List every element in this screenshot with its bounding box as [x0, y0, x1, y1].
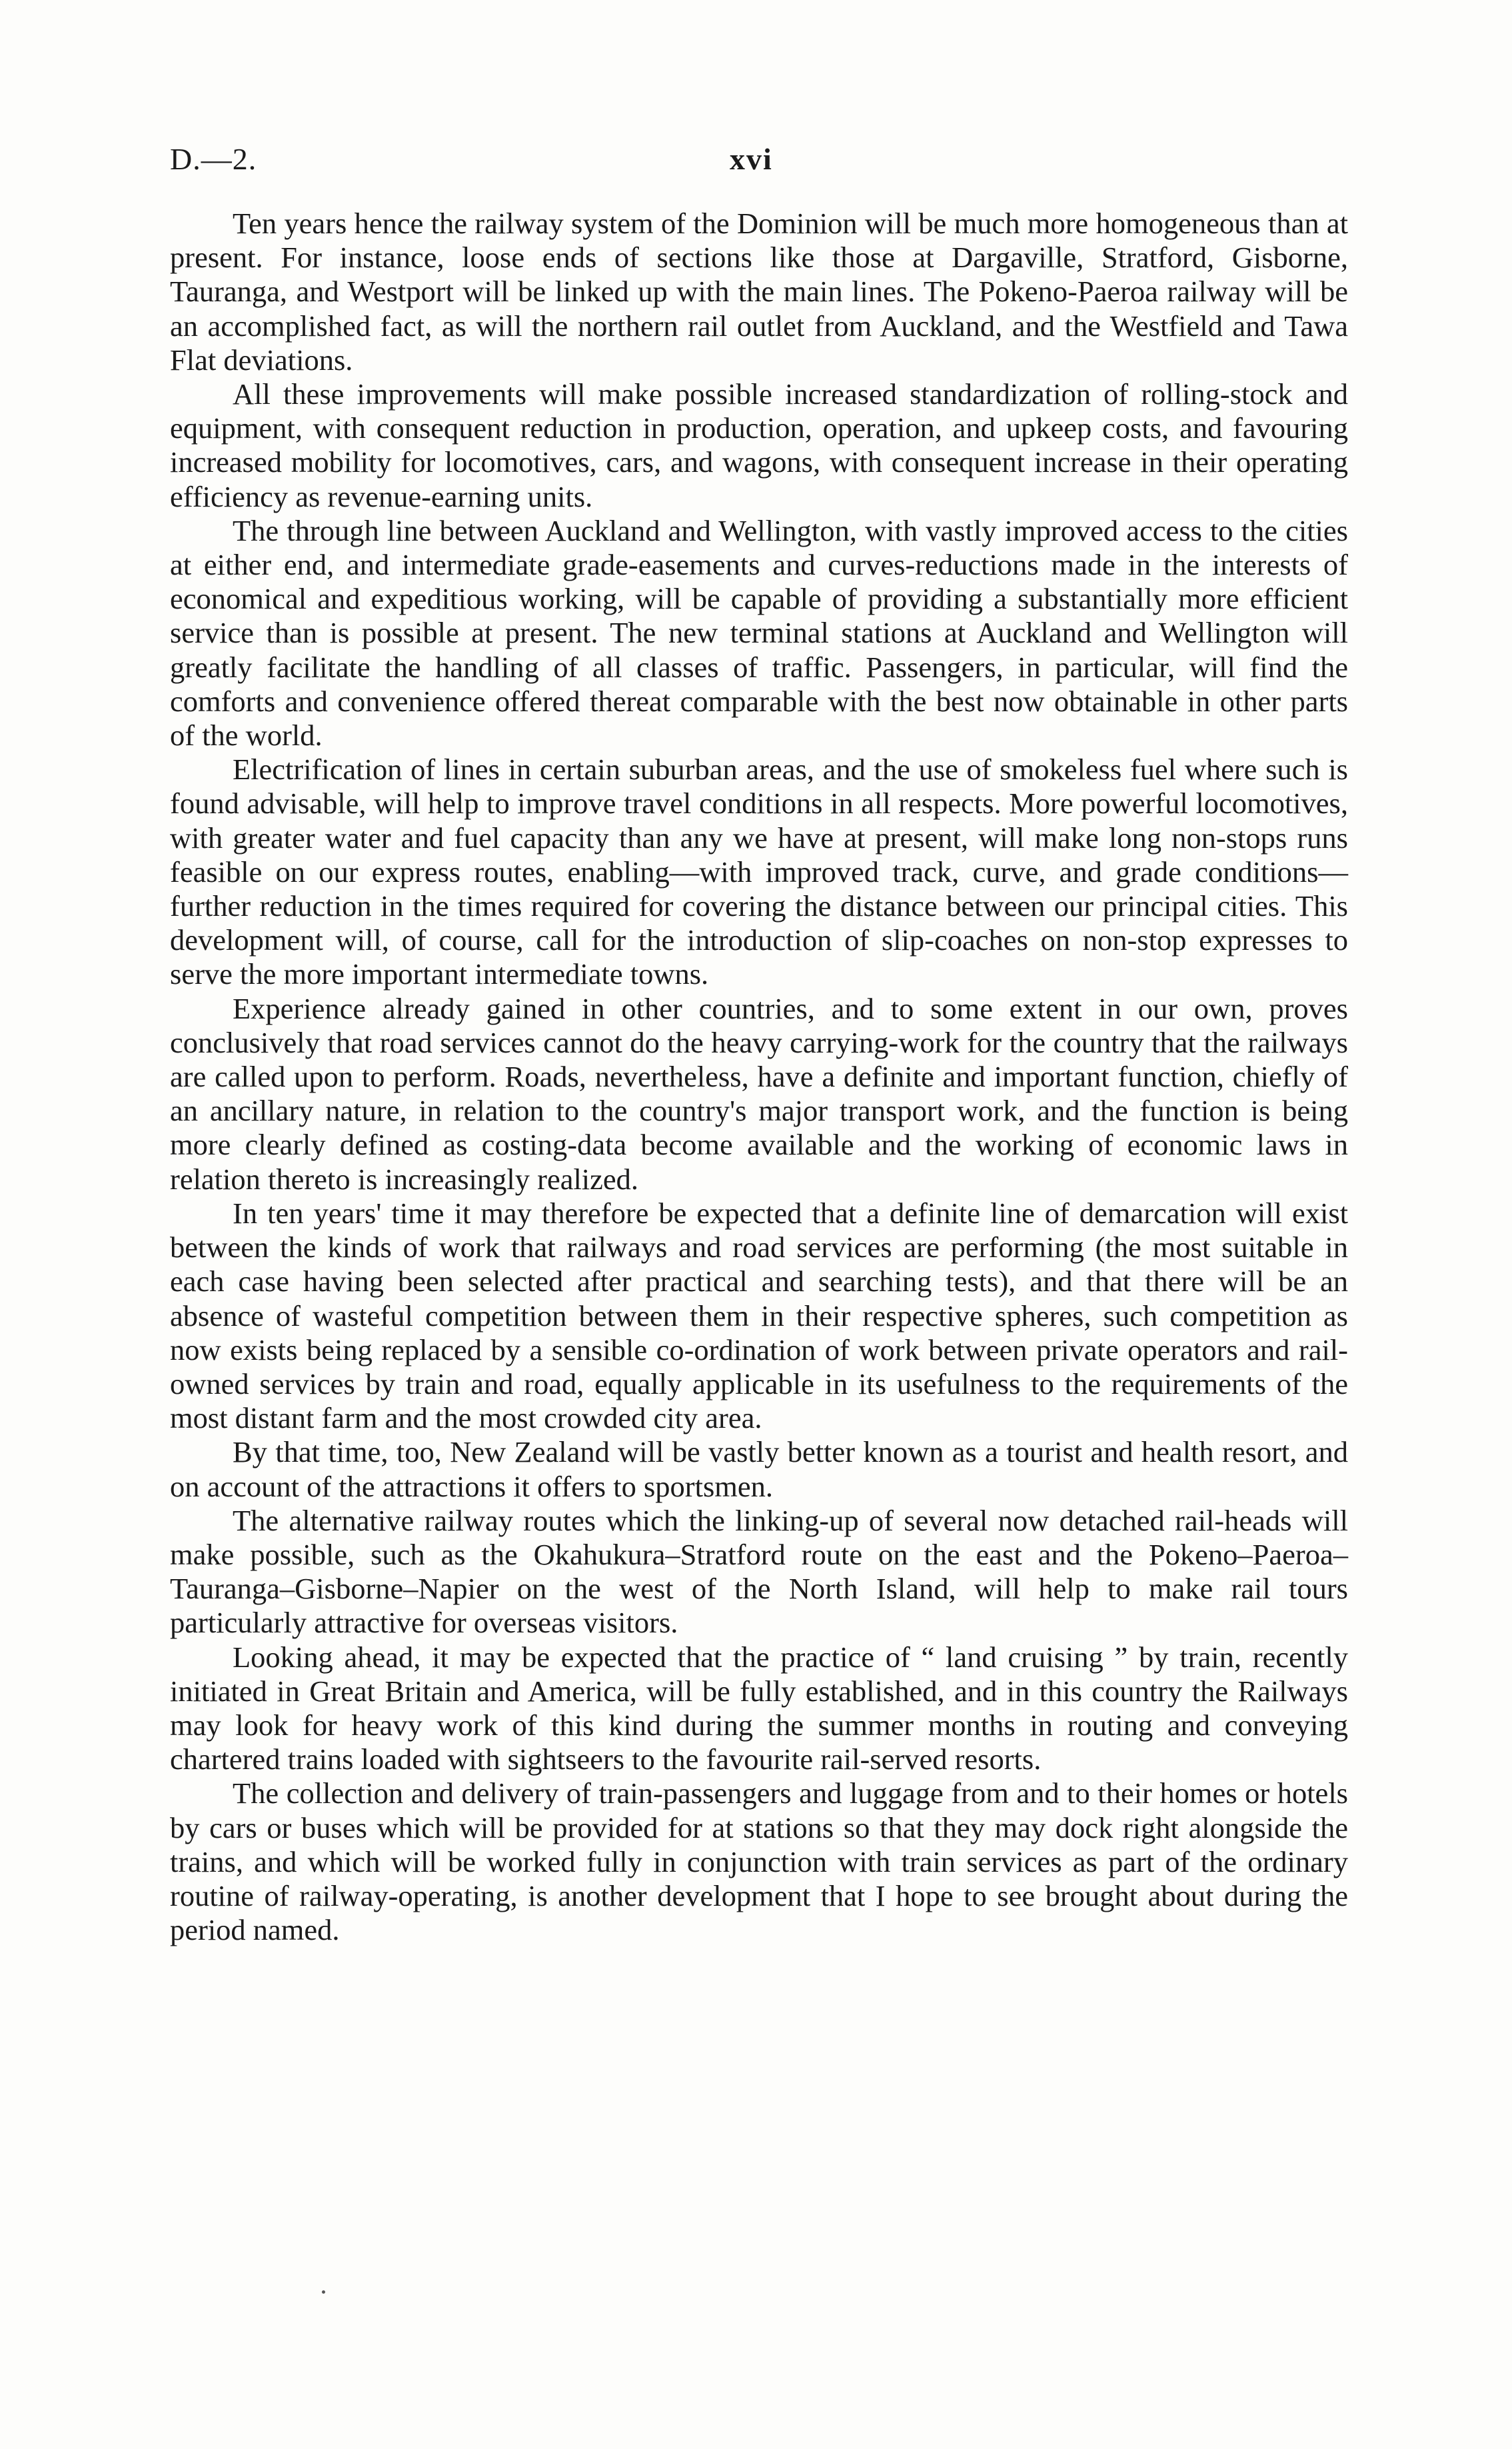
paragraph: Looking ahead, it may be expected that the practice of “ land cruising ” by train, recently initiated in Great Britain and America, will be fully established, and in this country the Railways may look for heavy work of this kind during the summer months in routing and conveying chartered trains loaded with sightseers to the favourite rail-served resorts. [170, 1640, 1348, 1776]
paragraph: Electrification of lines in certain suburban areas, and the use of smokeless fuel where such is found advisable, will help to improve travel conditions in all respects. More powerful locomotives, with greater water and fuel capacity than any we have at present, will make long non-stops runs feasible on our express routes, enabling—with improved track, curve, and grade conditions—further reduction in the times required for covering the distance between our principal cities. This development will, of course, call for the introduction of slip-coaches on non-stop expresses to serve the more important intermediate towns. [170, 753, 1348, 991]
page-number: xvi [730, 142, 773, 176]
paragraph: Experience already gained in other countries, and to some extent in our own, proves conclusively that road services cannot do the heavy carrying-work for the country that the railways are called upon to perform. Roads, nevertheless, have a definite and important function, chiefly of an ancillary nature, in relation to the country's major transport work, and the function is being more clearly defined as costing-data become available and the working of economic laws in relation thereto is increasingly realized. [170, 991, 1348, 1196]
paragraph: Ten years hence the railway system of the Dominion will be much more homogeneous than at present. For instance, loose ends of sections like those at Dargaville, Stratford, Gisborne, Tauranga, and Westport will be linked up with the main lines. The Pokeno-Paeroa railway will be an accomplished fact, as will the northern rail outlet from Auckland, and the Westfield and Tawa Flat deviations. [170, 207, 1348, 377]
paragraph: In ten years' time it may therefore be expected that a definite line of demarcation will exist between the kinds of work that railways and road services are performing (the most suitable in each case having been selected after practical and searching tests), and that there will be an absence of wasteful competition between them in their respective spheres, such competition as now exists being replaced by a sensible co-ordination of work between private operators and rail-owned services by train and road, equally applicable in its usefulness to the requirements of the most distant farm and the most crowded city area. [170, 1196, 1348, 1435]
paragraph: The through line between Auckland and Wellington, with vastly improved access to the cities at either end, and intermediate grade-easements and curves-reductions made in the interests of economical and expeditious working, will be capable of providing a substantially more efficient service than is possible at present. The new terminal stations at Auckland and Wellington will greatly facilitate the handling of all classes of traffic. Passengers, in particular, will find the comforts and convenience offered thereat comparable with the best now obtainable in other parts of the world. [170, 513, 1348, 753]
document-reference: D.—2. [170, 142, 257, 176]
page-header [170, 141, 1348, 181]
paragraph: By that time, too, New Zealand will be vastly better known as a tourist and health resort, and on account of the attractions it offers to sportsmen. [170, 1435, 1348, 1503]
paragraph: The alternative railway routes which the linking-up of several now detached rail-heads will make possible, such as the Okahukura–Stratford route on the east and the Pokeno–Paeroa–Tauranga–Gisborne–Napier on the west of the North Island, will help to make rail tours particularly attractive for overseas visitors. [170, 1503, 1348, 1640]
paragraph: All these improvements will make possible increased standardization of rolling-stock and equipment, with consequent reduction in production, operation, and upkeep costs, and favouring increased mobility for locomotives, cars, and wagons, with consequent increase in their operating efficiency as revenue-earning units. [170, 377, 1348, 513]
paragraph: The collection and delivery of train-passengers and luggage from and to their homes or hotels by cars or buses which will be provided for at stations so that they may dock right alongside the trains, and which will be worked fully in conjunction with train services as part of the ordinary routine of railway-operating, is another development that I hope to see brought about during the period named. [170, 1776, 1348, 1947]
body-text [170, 207, 1348, 1947]
ink-speck [322, 2290, 325, 2294]
